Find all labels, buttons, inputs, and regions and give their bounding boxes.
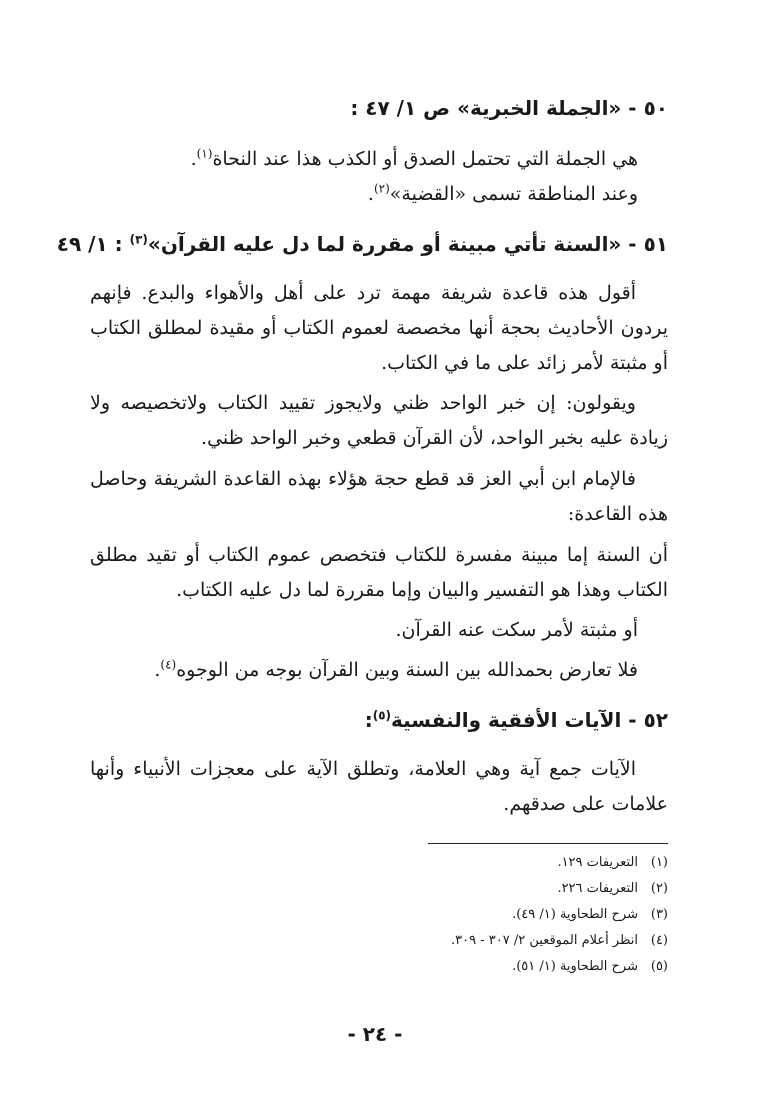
footnote-ref-5[interactable]: (٥): [372, 708, 392, 723]
footnote-5-number: (٥): [650, 959, 668, 974]
footnote-5-text: شرح الطحاوية (١/ ٥١).: [512, 959, 638, 974]
section-50-heading: [90, 96, 668, 120]
section-51-paragraph-1: أقول هذه قاعدة شريفة مهمة ترد على أهل والأهواء والبدع. فإنهم يردون الأحاديث بحجة أنها مخصصة لعموم الكتاب أو مقيدة لمطلق الكتاب أو مثبتة لأمر زائد على ما في الكتاب.: [90, 282, 668, 374]
footnote-3-number: (٣): [650, 907, 668, 922]
footnote-2-number: (٢): [650, 881, 668, 896]
footnote-1-text: التعريفات ١٢٩.: [557, 855, 638, 870]
section-51-paragraph-6-text: فلا تعارض بحمدالله بين السنة وبين القرآن بوجه من الوجوه: [176, 659, 638, 681]
section-51-heading: [56, 232, 668, 256]
footnote-3: [512, 902, 668, 928]
footnote-separator: [428, 843, 668, 844]
footnote-4-text: انظر أعلام الموقعين ٢/ ٣٠٧ - ٣٠٩.: [451, 933, 638, 948]
section-51-heading-text: ٥١ - «السنة تأتي مبينة أو مقررة لما دل عليه القرآن»: [147, 232, 668, 256]
footnote-5: [512, 954, 668, 980]
section-51-paragraph-2: ويقولون: إن خبر الواحد ظني ولايجوز تقييد الكتاب ولاتخصيصه ولا زيادة عليه بخبر الواحد، لأن القرآن قطعي وخبر الواحد ظني.: [90, 392, 668, 449]
footnote-ref-2[interactable]: (٢): [373, 181, 390, 196]
section-52-heading-text: ٥٢ - الآيات الأفقية والنفسية: [391, 708, 668, 732]
footnote-2-text: التعريفات ٢٢٦.: [557, 881, 638, 896]
section-50-line-2-text: وعند المناطقة تسمى «القضية»: [389, 183, 638, 205]
footnote-1: [557, 850, 668, 876]
footnote-ref-1[interactable]: (١): [196, 146, 213, 161]
section-50-line-1: هي الجملة التي تحتمل الصدق أو الكذب هذا عند النحاة$^{(١)}$.: [190, 146, 638, 170]
footnote-ref-3[interactable]: (٣): [129, 232, 148, 247]
footnote-3-text: شرح الطحاوية (١/ ٤٩).: [512, 907, 638, 922]
footnote-4-number: (٤): [650, 933, 668, 948]
section-50-line-1-text: هي الجملة التي تحتمل الصدق أو الكذب هذا عند النحاة: [212, 148, 638, 170]
section-51-paragraph-4: أن السنة إما مبينة مفسرة للكتاب فتخصص عموم الكتاب أو تقيد مطلق الكتاب وهذا هو التفسير والبيان وإما مقررة لما دل عليه الكتاب.: [90, 544, 668, 601]
section-52-paragraph-1: الآيات جمع آية وهي العلامة، وتطلق الآية على معجزات الأنبياء وأنها علامات على صدقهم.: [90, 758, 668, 815]
page-number: - ٢٤ -: [347, 1022, 403, 1046]
footnote-1-number: (١): [650, 855, 668, 870]
section-50-heading-text: ٥٠ - «الجملة الخبرية» ص ١/ ٤٧ :: [350, 96, 668, 120]
footnote-4: [451, 928, 668, 954]
section-50-line-2: وعند المناطقة تسمى «القضية»$^{(٢)}$.: [367, 181, 638, 205]
footnote-2: [557, 876, 668, 902]
section-51-heading-page: : ١/ ٤٩: [56, 232, 123, 256]
section-51-paragraph-5: أو مثبتة لأمر سكت عنه القرآن.: [395, 619, 638, 641]
footnote-ref-4[interactable]: (٤): [160, 657, 177, 672]
section-52-heading: ٥٢ - الآيات الأفقية والنفسية$^{(٥)}$:: [364, 708, 668, 732]
section-51-paragraph-3: فالإمام ابن أبي العز قد قطع حجة هؤلاء بهذه القاعدة الشريفة وحاصل هذه القاعدة:: [90, 468, 668, 525]
section-51-paragraph-6: فلا تعارض بحمدالله بين السنة وبين القرآن بوجه من الوجوه$^{(٤)}$.: [154, 657, 638, 681]
